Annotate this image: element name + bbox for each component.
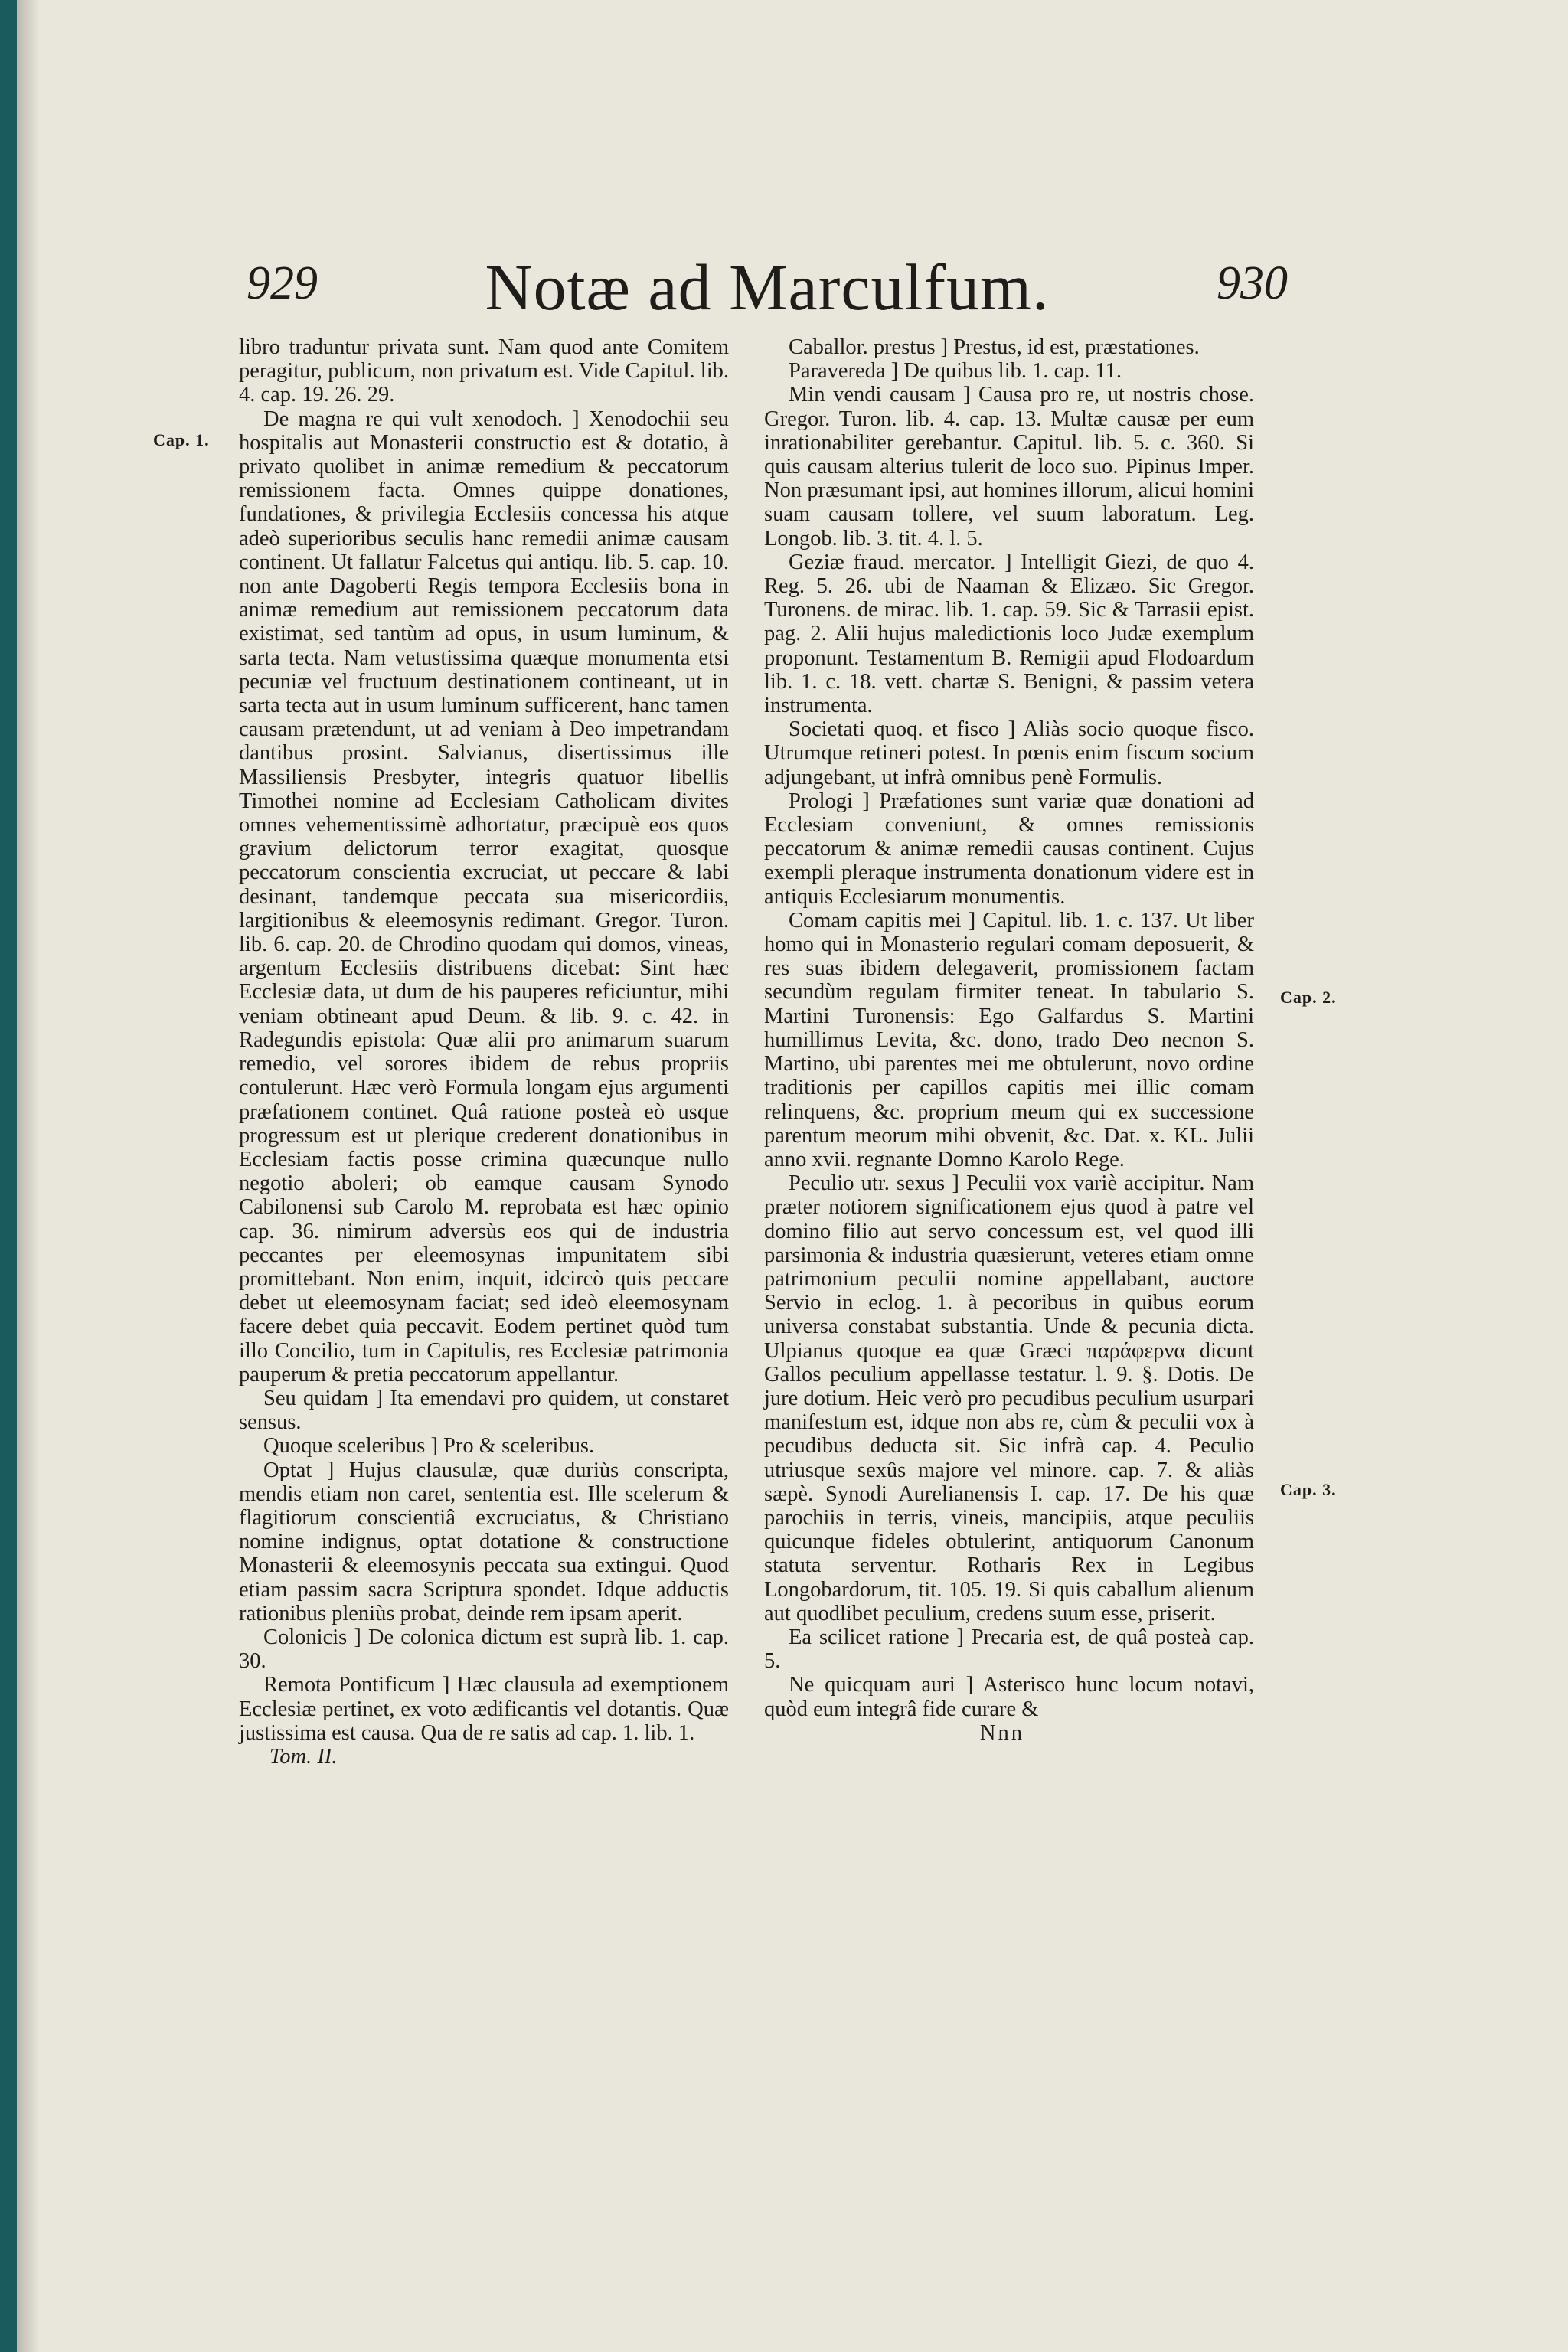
right-paragraph: Prologi ] Præfationes sunt variæ quæ donationi ad Ecclesiam conveniunt, & omnes remissionis peccatorum & animæ remedii causas continent. Cujus exempli pleraque instrumenta donationum videre est in antiquis Ecclesiarum monumentis. — [764, 789, 1254, 909]
right-column — [764, 335, 1254, 1745]
page-title: Notæ ad Marculfum. — [485, 250, 1050, 324]
left-paragraph: Optat ] Hujus clausulæ, quæ duriùs conscripta, mendis etiam non caret, sententia est. Ille scelerum & flagitiorum conscientiâ excruciatus, & Christiano nomine indignus, optat dotatione & constructione Monasterii & eleemosynis peccata sua extingui. Quod etiam passim sacra Scriptura spondet. Idque adductis rationibus pleniùs probat, deinde rem ipsam aperit. — [239, 1458, 729, 1625]
left-paragraph: Quoque sceleribus ] Pro & sceleribus. — [263, 1434, 595, 1459]
right-paragraph: Peculio utr. sexus ] Peculii vox variè accipitur. Nam præter notiorem significationem ejus quod à patre vel domino filio aut servo concessum est, vel quod illi parsimonia & industria quæsierunt, veteres etiam omne patrimonium peculii nomine appellabant, auctore Servio in eclog. 1. à pecoribus in quibus eorum universa constabat substantia. Unde & pecunia dicta. Ulpianus quoque ea quæ Græci παράφερνα dicunt Gallos peculium appellasse testatur. l. 9. §. Dotis. De jure dotium. Heic verò pro pecudibus peculium usurpari manifestum est, idque non abs re, cùm & peculii vox à pecudibus deducta sit. Sic infrà cap. 4. Peculio utriusque sexûs majore vel minore. cap. 7. & aliàs sæpè. Synodi Aurelianensis I. cap. 17. De his quæ parochiis in terris, vineis, mancipiis, atque peculiis quicunque fideles obtulerint, antiquorum Canonum statuta serventur. Rotharis Rex in Legibus Longobardorum, tit. 105. 19. Si quis caballum alienum aut quodlibet peculium, credens suum esse, priserit. — [764, 1171, 1254, 1625]
right-paragraph: Comam capitis mei ] Capitul. lib. 1. c. 137. Ut liber homo qui in Monasterio regulari comam deposuerit, & res suas ibidem delegaverit, promissionem factam secundùm regulam firmiter teneat. In tabulario S. Martini Turonensis: Ego Galfardus S. Martini humillimus Levita, &c. dono, trado Deo necnon S. Martino, ubi parentes mei me obtulerunt, novo ordine traditionis per capillos capitis mei illic comam relinquens, &c. proprium meum qui ex successione parentum meorum mihi obvenit, &c. Dat. x. KL. Julii anno xvii. regnante Domno Karolo Rege. — [764, 908, 1254, 1171]
signature-mark: Nnn — [979, 1720, 1024, 1745]
left-paragraph: Seu quidam ] Ita emendavi pro quidem, ut constaret sensus. — [239, 1386, 729, 1435]
right-paragraph: Caballor. prestus ] Prestus, id est, præstationes. — [789, 335, 1200, 359]
right-page-number: 930 — [1217, 257, 1288, 309]
left-paragraph: De magna re qui vult xenodoch. ] Xenodochii seu hospitalis aut Monasterii constructio est & dotatio, à privato quolibet in animæ remedium & peccatorum remissionem facta. Omnes quippe donationes, fundationes, & privilegia Ecclesiis concessa his atque adeò superioribus seculis hanc remedii animæ causam continent. Ut fallatur Falcetus qui antiqu. lib. 5. cap. 10. non ante Dagoberti Regis tempora Ecclesiis bona in animæ remedium aut remissionem peccatorum data existimat, sed tantùm ad opus, in usum luminum, & sarta tecta. Nam vetustissima quæque monumenta etsi pecuniæ vel fructuum destinationem contineant, ut in sarta tecta aut in usum luminum sufficerent, hanc tamen causam prætendunt, ut ad veniam à Deo impetrandam dantibus prosint. Salvianus, disertissimus ille Massiliensis Presbyter, integris quatuor libellis Timothei nomine ad Ecclesiam Catholicam divites omnes vehementissimè adhortatur, præcipuè eos quos gravium delictorum terror exagitat, quosque peccatorum conscientia excruciat, ut peccare & labi desinant, tandemque peccata sua misericordiis, largitionibus & eleemosynis redimant. Gregor. Turon. lib. 6. cap. 20. de Chrodino quodam qui domos, vineas, argentum Ecclesiis distribuens dicebat: Sint hæc Ecclesiæ data, ut dum de his pauperes reficiuntur, mihi veniam obtineant apud Deum. & lib. 9. c. 42. in Radegundis epistola: Quæ alii pro animarum suarum remedio, vel sorores ibidem de rebus propriis contulerunt. Hæc verò Formula longam ejus argumenti præfationem continet. Quâ ratione posteà eò usque progressum est ut plerique crederent donationibus in Ecclesiam factis posse crimina quæcunque nullo negotio aboleri; ob eamque causam Synodo Cabilonensi sub Carolo M. reprobata est hæc opinio cap. 36. nimirum adversùs eos qui de industria peccantes per eleemosynas impunitatem sibi promittebant. Non enim, inquit, idcircò quis peccare debet ut eleemosynam faciat; sed ideò eleemosynam facere debet quia peccavit. Eodem pertinet quòd tum illo Concilio, tum in Capitulis, res Ecclesiæ patrimonia pauperum & pretia peccatorum appellantur. — [239, 407, 729, 1387]
left-paragraph: libro traduntur privata sunt. Nam quod ante Comitem peragitur, publicum, non privatum est. Vide Capitul. lib. 4. cap. 19. 26. 29. — [239, 335, 729, 407]
right-paragraph: Paravereda ] De quibus lib. 1. cap. 11. — [789, 359, 1122, 384]
right-paragraph: Ea scilicet ratione ] Precaria est, de quâ posteà cap. 5. — [764, 1625, 1254, 1674]
page-header — [247, 249, 1288, 333]
margin-note-cap2: Cap. 2. — [1280, 988, 1337, 1007]
left-column — [239, 335, 729, 1769]
margin-note-cap1: Cap. 1. — [153, 430, 210, 449]
volume-signature: Tom. II. — [270, 1744, 338, 1769]
margin-note-cap3: Cap. 3. — [1280, 1480, 1337, 1499]
right-paragraph: Geziæ fraud. mercator. ] Intelligit Giezi, de quo 4. Reg. 5. 26. ubi de Naaman & Elizæo. Sic Gregor. Turonens. de mirac. lib. 1. cap. 59. Sic & Tarrasii epist. pag. 2. Alii hujus maledictionis loco Judæ exemplum proponunt. Testamentum B. Remigii apud Flodoardum lib. 1. c. 18. vett. chartæ S. Benigni, & passim vetera instrumenta. — [764, 550, 1254, 718]
left-page-number: 929 — [247, 257, 318, 309]
left-paragraph: Remota Pontificum ] Hæc clausula ad exemptionem Ecclesiæ pertinet, ex voto ædificantis vel dotantis. Quæ justissima est causa. Qua de re satis ad cap. 1. lib. 1. — [239, 1673, 729, 1745]
left-paragraph: Colonicis ] De colonica dictum est suprà lib. 1. cap. 30. — [239, 1625, 729, 1674]
book-spine — [17, 0, 40, 2352]
right-paragraph: Min vendi causam ] Causa pro re, ut nostris chose. Gregor. Turon. lib. 4. cap. 13. Multæ causæ per eum inrationabiliter gerebantur. Capitul. lib. 5. c. 360. Si quis causam alterius tulerit de loco suo. Pipinus Imper. Non præsumant ipsi, aut homines illorum, alicui homini suam causam tollere, vel suum laboratum. Leg. Longob. lib. 3. tit. 4. l. 5. — [764, 383, 1254, 550]
right-paragraph: Societati quoq. et fisco ] Aliàs socio quoque fisco. Utrumque retineri potest. In pœnis enim fiscum socium adjungebant, ut infrà omnibus penè Formulis. — [764, 717, 1254, 789]
page — [17, 0, 1568, 2352]
right-paragraph: Ne quicquam auri ] Asterisco hunc locum notavi, quòd eum integrâ fide curare & — [764, 1673, 1254, 1721]
